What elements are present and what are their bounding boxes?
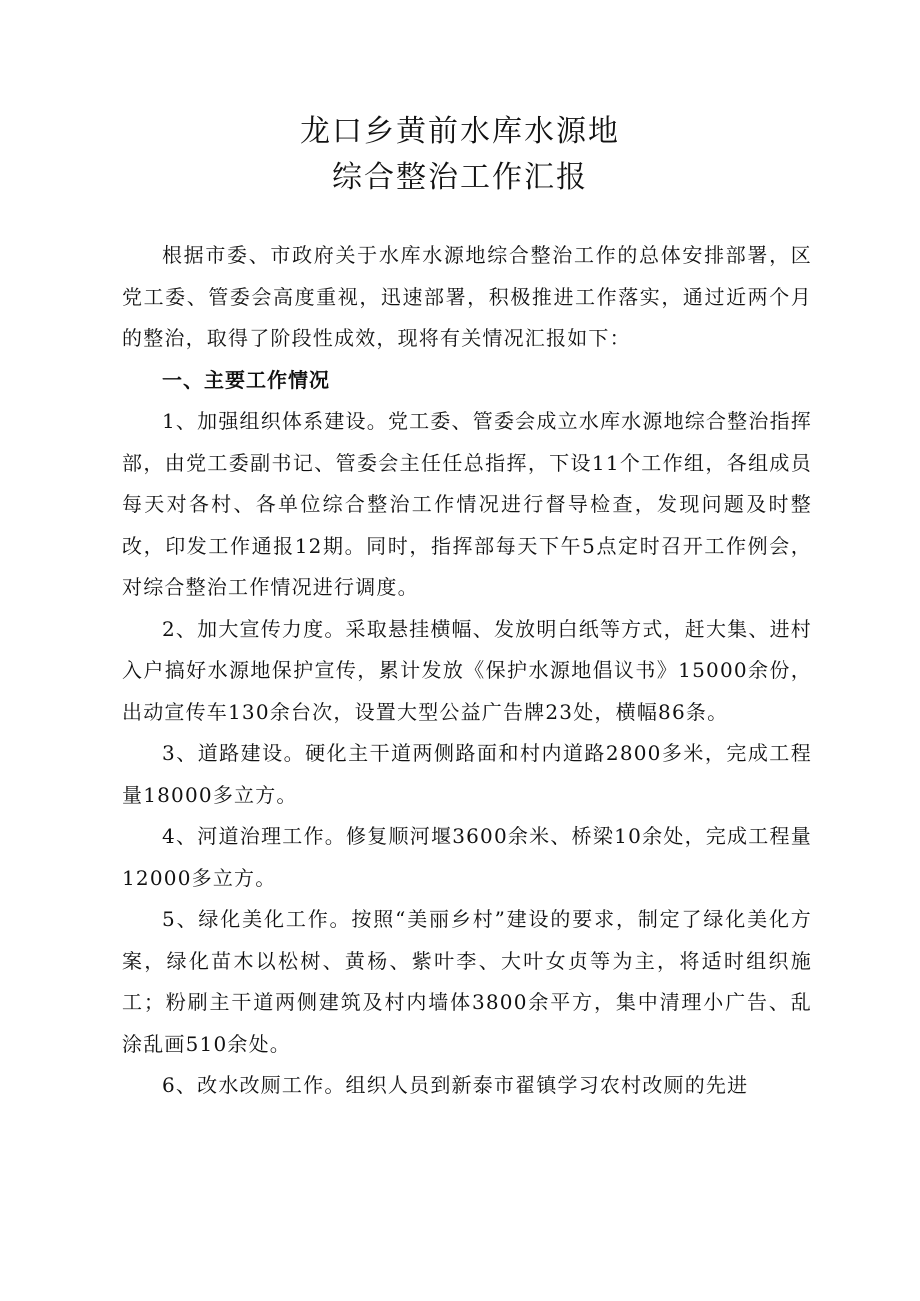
document-title-line2: 综合整治工作汇报 xyxy=(332,160,588,195)
intro-paragraph: 根据市委、市政府关于水库水源地综合整治工作的总体安排部署，区党工委、管委会高度重视，迅速部署，积极推进工作落实，通过近两个月的整治，取得了阶段性成效，现将有关情况汇报如下： xyxy=(122,243,812,350)
document-body xyxy=(122,235,812,1107)
section-heading: 一、主要工作情况 xyxy=(162,367,330,392)
list-item: 5、绿化美化工作。按照“美丽乡村”建设的要求，制定了绿化美化方案，绿化苗木以松树、黄杨、紫叶李、大叶女贞等为主，将适时组织施工；粉刷主干道两侧建筑及村内墙体3800余平方，集中清理小广告、乱涂乱画510余处。 xyxy=(122,907,812,1056)
list-item: 2、加大宣传力度。采取悬挂横幅、发放明白纸等方式，赶大集、进村入户搞好水源地保护宣传，累计发放《保护水源地倡议书》15000余份，出动宣传车130余台次，设置大型公益广告牌23处，横幅86条。 xyxy=(122,616,812,724)
document-title-line1: 龙口乡黄前水库水源地 xyxy=(300,114,620,149)
list-item: 1、加强组织体系建设。党工委、管委会成立水库水源地综合整治指挥部，由党工委副书记、管委会主任任总指挥，下设11个工作组，各组成员每天对各村、各单位综合整治工作情况进行督导检查，发现问题及时整改，印发工作通报12期。同时，指挥部每天下午5点定时召开工作例会，对综合整治工作情况进行调度。 xyxy=(122,409,812,599)
list-item: 3、道路建设。硬化主干道两侧路面和村内道路2800多米，完成工程量18000多立方。 xyxy=(122,741,812,807)
list-item: 6、改水改厕工作。组织人员到新泰市翟镇学习农村改厕的先进 xyxy=(162,1073,749,1097)
list-item: 4、河道治理工作。修复顺河堰3600余米、桥梁10余处，完成工程量12000多立方。 xyxy=(122,824,812,890)
